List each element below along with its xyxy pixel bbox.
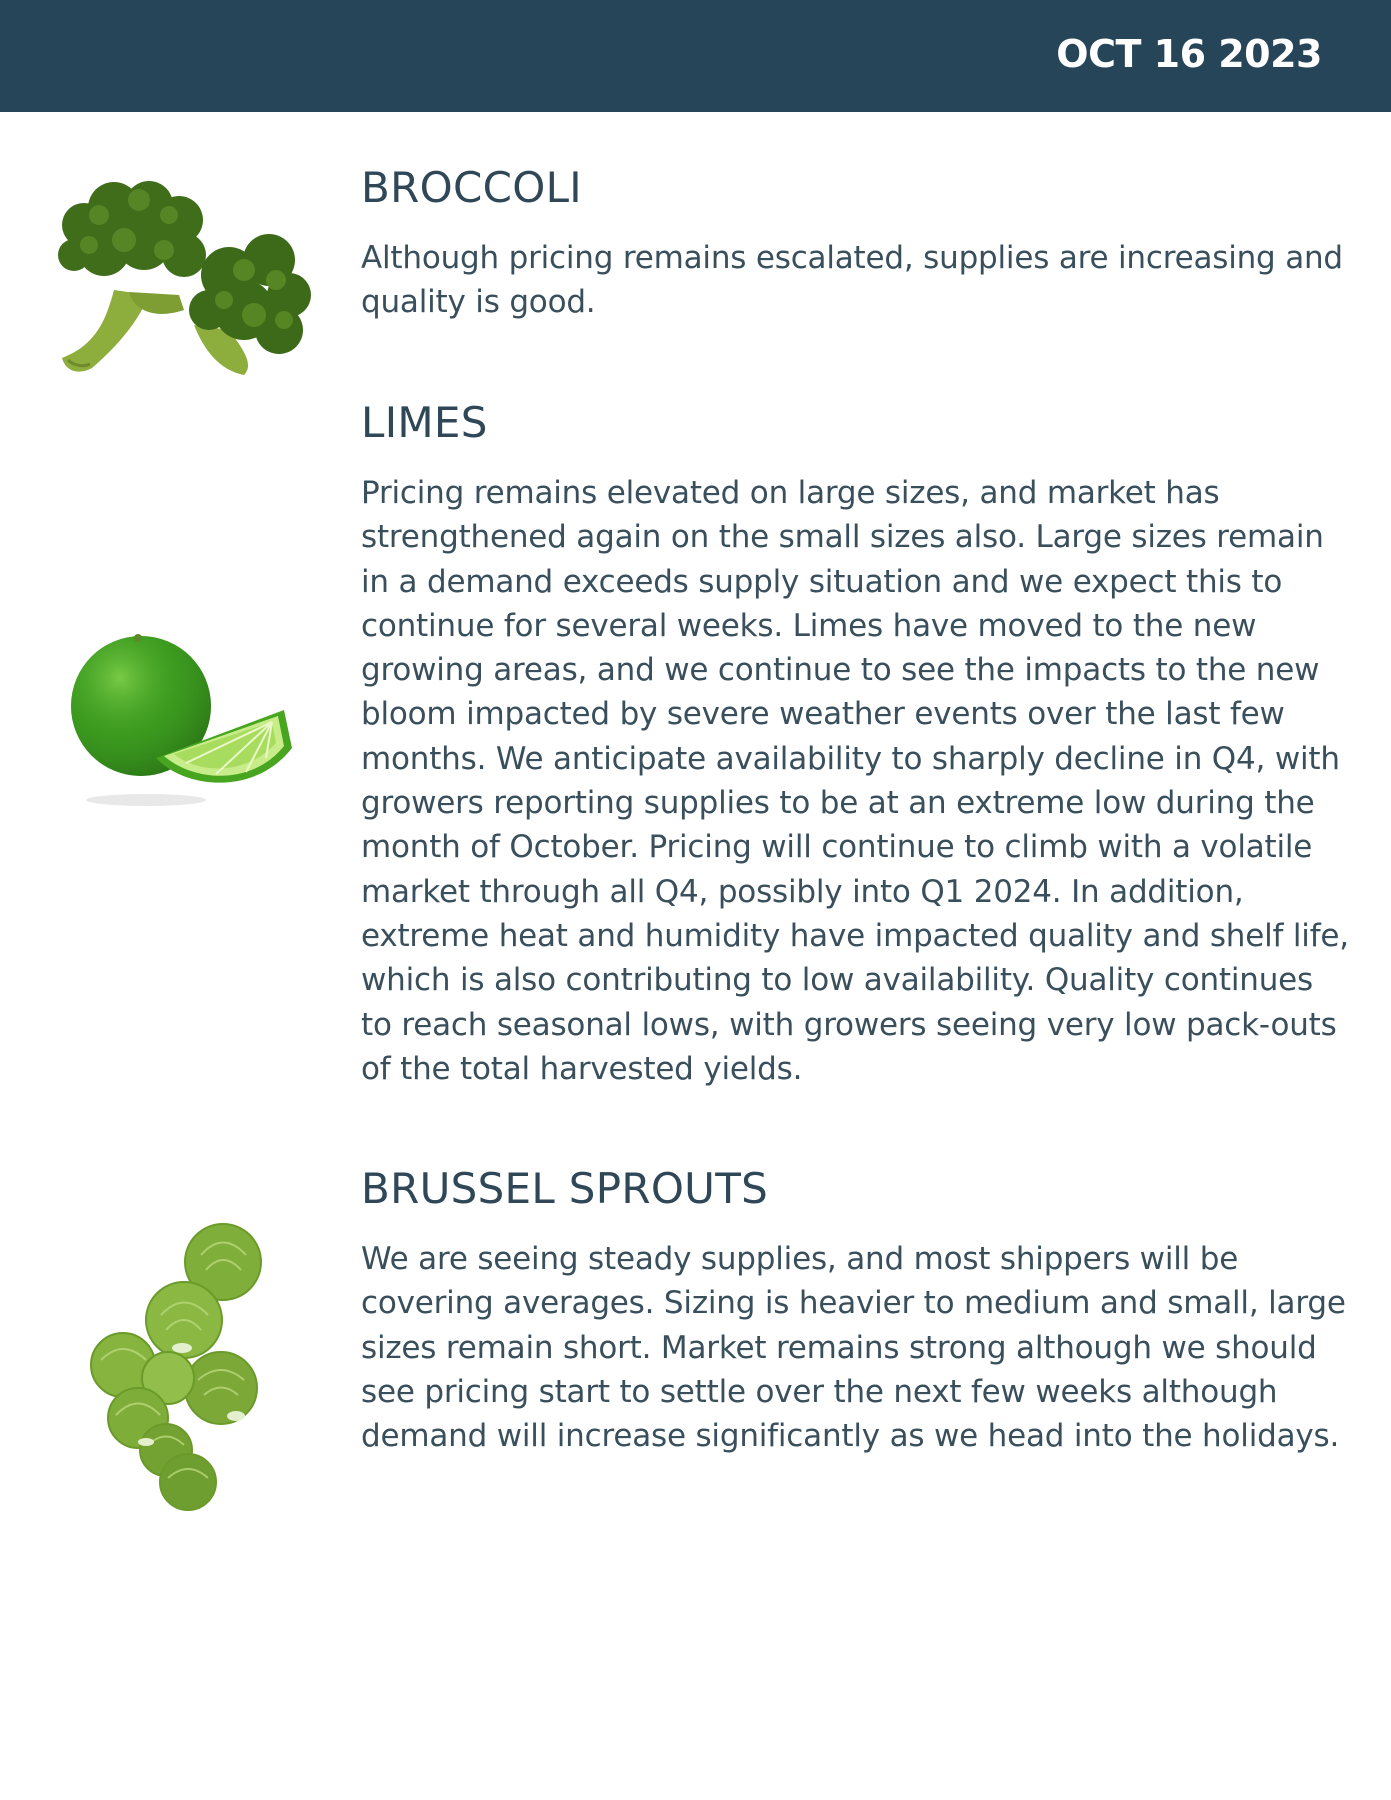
section-title-broccoli: BROCCOLI [361,163,582,212]
lime-icon [66,630,296,810]
section-limes [361,397,1351,1091]
section-body-limes: Pricing remains elevated on large sizes, and market has strengthened again on the small sizes also. Large sizes remain in a demand exceeds supply situation and we expect this to continue for several weeks. Limes have moved to the new growing areas, and we continue to see the impacts to the new bloom impacted by severe weather events over the last few months. We anticipate availability to sharply decline in Q4, with growers reporting supplies to be at an extreme low during the month of October. Pricing will continue to climb with a volatile market through all Q4, possibly into Q1 2024. In addition, extreme heat and humidity have impacted quality and shelf life, which is also contributing to low availability. Quality continues to reach seasonal lows, with growers seeing very low pack-outs of the total harvested yields. [361,475,1349,1087]
header-bar [0,0,1391,112]
report-date: OCT 16 2023 [1056,32,1322,76]
broccoli-icon [44,180,314,390]
brussels-sprouts-icon [86,1220,276,1515]
section-broccoli [361,162,1351,325]
section-body-brussel-sprouts: We are seeing steady supplies, and most shippers will be covering averages. Sizing is heavier to medium and small, large sizes remain short. Market remains strong although we should see pricing start to settle over the next few weeks although demand will increase significantly as we head into the holidays. [361,1241,1346,1455]
section-brussel-sprouts [361,1163,1351,1458]
section-title-limes: LIMES [361,398,488,447]
section-body-broccoli: Although pricing remains escalated, supplies are increasing and quality is good. [361,240,1343,321]
section-title-brussel-sprouts: BRUSSEL SPROUTS [361,1164,769,1213]
